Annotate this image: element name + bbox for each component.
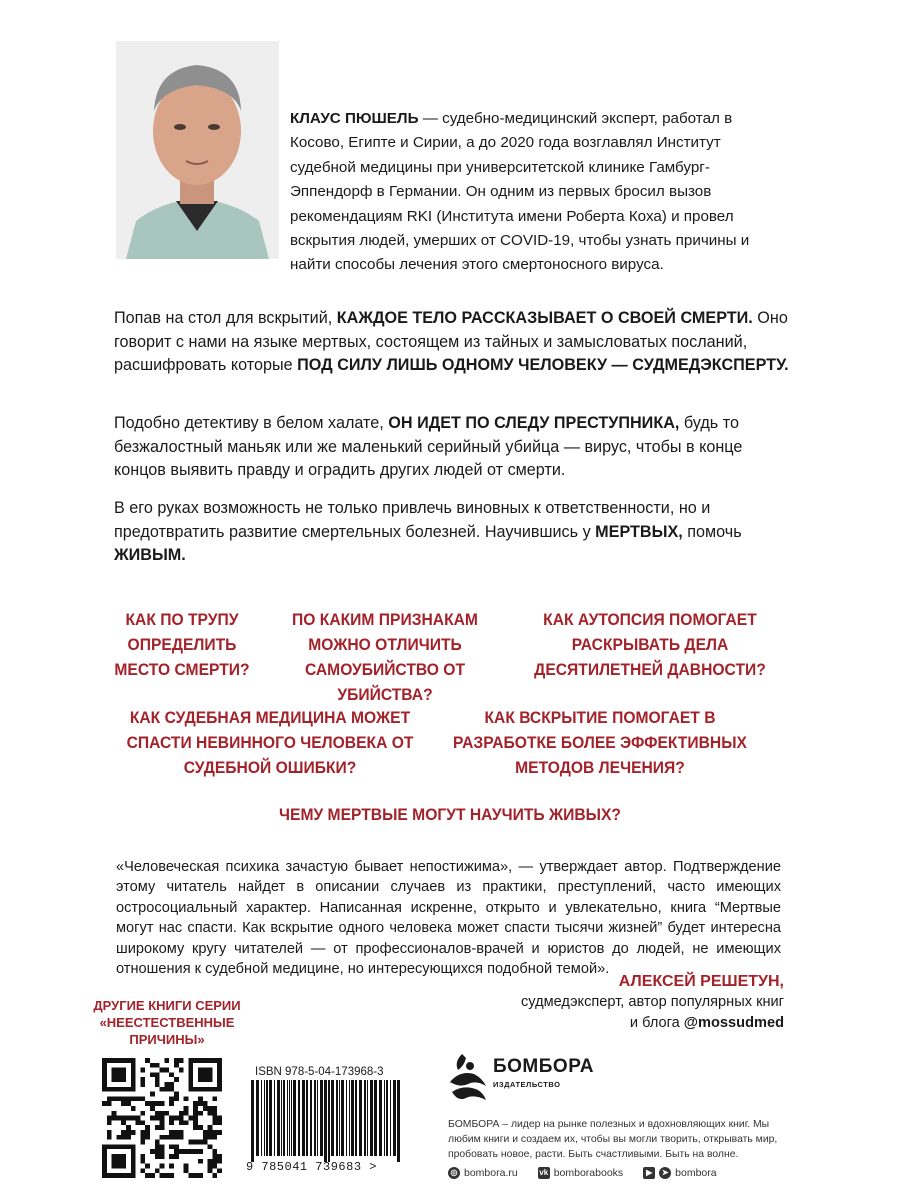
- text: В его руках возможность не только привлечь виновных к ответственности, но и предотвратить развитие смертельных болезней. Научившись у: [114, 499, 711, 541]
- question-5: КАК ВСКРЫТИЕ ПОМОГАЕТ В РАЗРАБОТКЕ БОЛЕЕ ЭФФЕКТИВНЫХ МЕТОДОВ ЛЕЧЕНИЯ?: [453, 708, 747, 777]
- question-6: ЧЕМУ МЕРТВЫЕ МОГУТ НАУЧИТЬ ЖИВЫХ?: [279, 805, 621, 824]
- review-author-name: АЛЕКСЕЙ РЕШЕТУН,: [618, 973, 784, 990]
- emphasis: ОН ИДЕТ ПО СЛЕДУ ПРЕСТУПНИКА,: [388, 414, 680, 432]
- vk-icon: vk: [539, 1168, 549, 1177]
- publisher-name: БОМБОРА: [493, 1056, 594, 1077]
- text: Попав на стол для вскрытий,: [114, 309, 337, 327]
- qr-code[interactable]: [102, 1058, 222, 1178]
- isbn-label: ISBN 978-5-04-173968-3: [255, 1066, 384, 1078]
- social-vk-label: bomborabooks: [553, 1167, 624, 1179]
- social-messengers[interactable]: [643, 1167, 716, 1179]
- publisher-description: БОМБОРА – лидер на рынке полезных и вдохновляющих книг. Мы любим книги и создаем их, чтобы вы могли творить, открывать мир, пробовать новое, расти. Быть счастливыми. Быть на волне.: [448, 1119, 778, 1160]
- author-bio: [290, 107, 790, 278]
- description-paragraph-2: [114, 412, 794, 483]
- description-paragraph-3: [114, 497, 794, 568]
- text: Подобно детективу в белом халате,: [114, 414, 389, 432]
- social-website-label: bombora.ru: [464, 1167, 518, 1179]
- description-paragraph-1: [114, 307, 794, 378]
- barcode-number: 9 785041 739683 >: [246, 1160, 377, 1174]
- social-messengers-label: bombora: [675, 1167, 717, 1179]
- social-website[interactable]: [448, 1167, 518, 1179]
- series-line-1: ДРУГИЕ КНИГИ СЕРИИ: [93, 998, 241, 1013]
- social-vk[interactable]: [538, 1167, 623, 1179]
- emphasis: МЕРТВЫХ,: [595, 522, 683, 541]
- review-quote: «Человеческая психика зачастую бывает непостижима», — утверждает автор. Подтверждение этому читатель найдет в описании случаев из практики, преступлений, часто имеющих остросоциальный характер. Написанная искренне, открыто и увлекательно, книга “Мертвые могут нас спасти. Как вскрытие одного человека может спасти тысячи жизней” будет интересна широкому кругу читателей — от профессионалов-врачей и юристов до людей, не имеющих отношения к судебной медицине, но интересующихся подобной темой».: [116, 859, 781, 978]
- emphasis: ПОД СИЛУ ЛИШЬ ОДНОМУ ЧЕЛОВЕКУ — СУДМЕДЭКСПЕРТУ.: [297, 356, 789, 374]
- bombora-logo-icon: [448, 1052, 488, 1104]
- publisher-socials: [448, 1167, 717, 1179]
- review-author-role: судмедэксперт, автор популярных книг: [520, 994, 784, 1011]
- emphasis: КАЖДОЕ ТЕЛО РАССКАЗЫВАЕТ О СВОЕЙ СМЕРТИ.: [336, 309, 753, 327]
- author-bio-text: — судебно-медицинский эксперт, работал в Косово, Египте и Сирии, а до 2020 года возглавлял Институт судебной медицины при университетской клинике Гамбург-Эппендорф в Германии. Он одним из первых бросил вызов рекомендациям RKI (Института имени Роберта Коха) и провел вскрытия людей, умерших от COVID-19, чтобы узнать причины и найти способы лечения этого смертоносного вируса.: [290, 110, 750, 274]
- review-author-blog: [521, 1013, 784, 1033]
- question-2: ПО КАКИМ ПРИЗНАКАМ МОЖНО ОТЛИЧИТЬ САМОУБИЙСТВО ОТ УБИЙСТВА?: [292, 610, 478, 704]
- question-4: КАК СУДЕБНАЯ МЕДИЦИНА МОЖЕТ СПАСТИ НЕВИННОГО ЧЕЛОВЕКА ОТ СУДЕБНОЙ ОШИБКИ?: [126, 708, 414, 777]
- barcode: [247, 1080, 407, 1162]
- author-photo: [116, 41, 279, 259]
- globe-icon: ◎: [448, 1167, 460, 1179]
- author-name: КЛАУС ПЮШЕЛЬ: [290, 110, 419, 127]
- text: будь то безжалостный маньяк или же маленький серийный убийца — вирус, чтобы в конце концов выявить правду и оградить других людей от смерти.: [114, 414, 743, 479]
- telegram-icon: ➤: [659, 1167, 671, 1179]
- review-author: [521, 972, 784, 1033]
- youtube-icon: ▶: [643, 1167, 655, 1179]
- publisher-subtitle: ИЗДАТЕЛЬСТВО: [493, 1080, 561, 1089]
- question-1: КАК ПО ТРУПУ ОПРЕДЕЛИТЬ МЕСТО СМЕРТИ?: [114, 610, 250, 679]
- emphasis: ЖИВЫМ.: [114, 546, 186, 564]
- blog-label: и блога: [629, 1014, 684, 1031]
- text: Оно говорит с нами на языке мертвых, состоящем из тайных и замысловатых посланий, расшифровать которые: [114, 309, 788, 374]
- series-line-2: «НЕЕСТЕСТВЕННЫЕ ПРИЧИНЫ»: [99, 1015, 235, 1047]
- question-3: КАК АУТОПСИЯ ПОМОГАЕТ РАСКРЫВАТЬ ДЕЛА ДЕСЯТИЛЕТНЕЙ ДАВНОСТИ?: [534, 610, 766, 679]
- text: помочь: [682, 522, 742, 541]
- series-label: [92, 997, 242, 1048]
- blog-handle: @mossudmed: [683, 1014, 784, 1031]
